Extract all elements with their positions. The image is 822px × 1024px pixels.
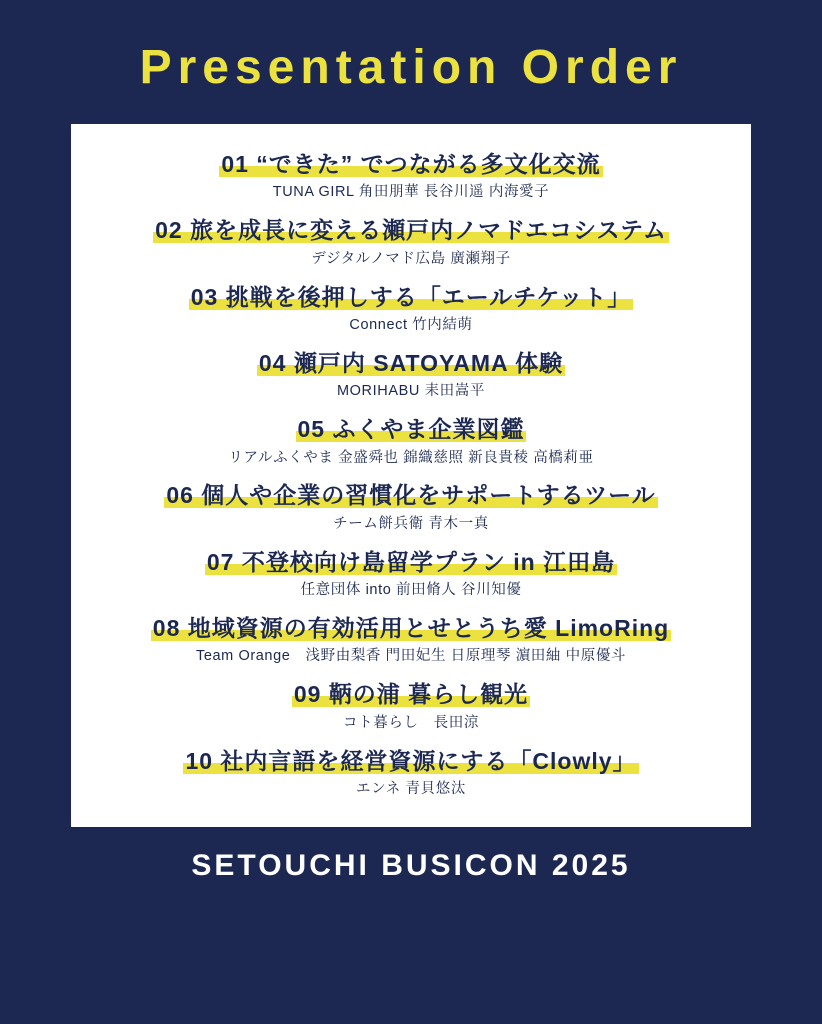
list-item — [93, 150, 729, 202]
entry-presenters: TUNA GIRL 角田朋華 長谷川遥 内海愛子 — [272, 184, 550, 201]
entry-title: 01 “できた” でつながる多文化交流 — [221, 151, 601, 177]
entry-title: 02 旅を成長に変える瀬戸内ノマドエコシステム — [155, 217, 667, 244]
entry-presenters: リアルふくやま 金盛舜也 錦織慈照 新良貴稜 高橋莉亜 — [228, 449, 594, 466]
list-item — [93, 614, 729, 666]
entry-presenters: チーム餅兵衛 青木一真 — [333, 515, 489, 532]
entry-title: 04 瀬戸内 SATOYAMA 体験 — [258, 349, 564, 376]
list-item — [93, 283, 729, 335]
entry-title: 08 地域資源の有効活用とせとうち愛 LimoRing — [152, 614, 670, 641]
entry-presenters: デジタルノマド広島 廣瀬翔子 — [311, 250, 511, 267]
entry-title: 10 社内言語を経営資源にする「Clowly」 — [185, 747, 637, 774]
entry-title-wrap — [93, 747, 729, 776]
entry-title-wrap — [93, 150, 729, 179]
entry-title: 07 不登校向け島留学プラン in 江田島 — [206, 548, 616, 575]
entry-presenters: エンネ 青貝悠汰 — [356, 780, 466, 797]
entry-title: 05 ふくやま企業図鑑 — [297, 416, 525, 443]
entry-title-wrap — [93, 481, 729, 510]
list-item — [93, 349, 729, 401]
list-item — [93, 415, 729, 467]
entry-title: 03 挑戦を後押しする「エールチケット」 — [190, 283, 632, 310]
entry-title-wrap — [93, 680, 729, 709]
entry-title-wrap — [93, 216, 729, 245]
presentation-list-card — [71, 124, 751, 827]
entry-presenters: Connect 竹内結萌 — [349, 317, 473, 333]
entry-title: 09 鞆の浦 暮らし観光 — [293, 681, 529, 708]
entry-title: 06 個人や企業の習慣化をサポートするツール — [166, 482, 656, 509]
list-item — [93, 747, 729, 799]
list-item — [93, 216, 729, 268]
list-item — [93, 680, 729, 732]
entry-title-wrap — [93, 415, 729, 444]
entry-title-wrap — [93, 283, 729, 312]
entry-title-wrap — [93, 349, 729, 378]
entry-title-wrap — [93, 614, 729, 643]
page-title: Presentation Order — [139, 41, 683, 94]
list-item — [93, 481, 729, 533]
poster-footer: SETOUCHI BUSICON 2025 — [191, 848, 631, 882]
entry-presenters: MORIHABU 耒田嵩平 — [337, 383, 485, 400]
entry-presenters: コト暮らし 長田涼 — [343, 714, 479, 731]
entry-title-wrap — [93, 548, 729, 577]
list-item — [93, 548, 729, 600]
entry-presenters: 任意団体 into 前田脩人 谷川知優 — [300, 582, 522, 599]
entry-presenters: Team Orange 浅野由梨香 門田妃生 日原理琴 濵田紬 中原優斗 — [195, 648, 627, 665]
